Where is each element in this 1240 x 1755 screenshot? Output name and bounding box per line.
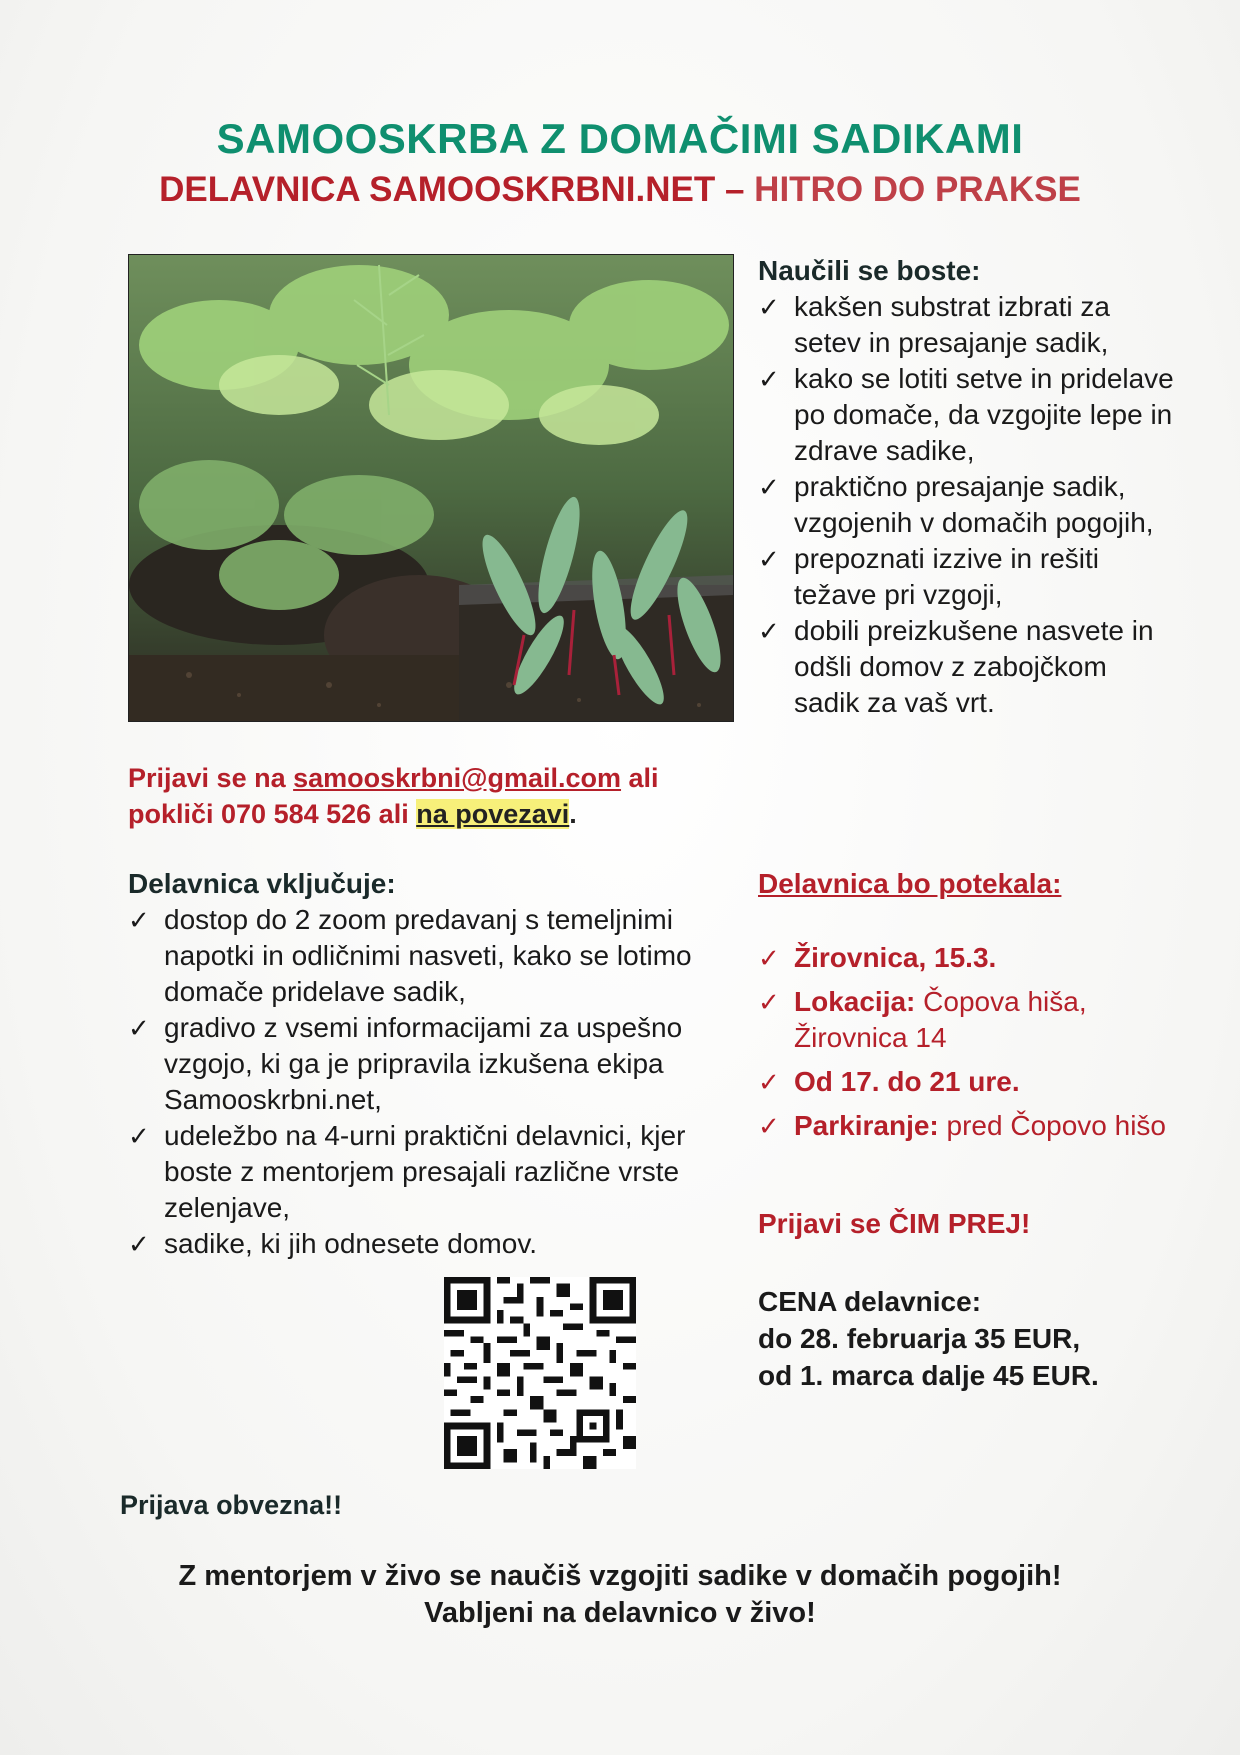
learn-heading: Naučili se boste: bbox=[758, 255, 981, 286]
event-time bbox=[758, 1064, 1198, 1100]
list-item-text: prepoznati izzive in rešiti težave pri vzgoji, bbox=[794, 543, 1100, 610]
list-item bbox=[128, 1226, 748, 1262]
parking-value: pred Čopovo hišo bbox=[938, 1110, 1167, 1141]
event-heading: Delavnica bo potekala: bbox=[758, 868, 1062, 899]
signup-prefix: Prijavi se na bbox=[128, 763, 294, 793]
check-icon: ✓ bbox=[758, 364, 780, 394]
registration-required: Prijava obvezna!! bbox=[120, 1490, 343, 1520]
event-section bbox=[758, 868, 1198, 1152]
list-item-text: praktično presajanje sadik, vzgojenih v domačih pogojih, bbox=[794, 471, 1154, 538]
seedlings-photo bbox=[128, 254, 734, 722]
list-item bbox=[128, 1118, 748, 1226]
includes-heading: Delavnica vključuje: bbox=[128, 868, 396, 899]
check-icon: ✓ bbox=[128, 905, 150, 935]
email-link[interactable]: samooskrbni@gmail.com bbox=[293, 763, 622, 793]
list-item bbox=[758, 289, 1178, 361]
signup-end: . bbox=[569, 799, 577, 829]
subtitle-dash: – bbox=[715, 170, 755, 209]
signup-info bbox=[128, 760, 748, 832]
list-item bbox=[758, 361, 1178, 469]
subtitle-main: DELAVNICA SAMOOSKRBNI.NET bbox=[159, 170, 716, 209]
check-icon: ✓ bbox=[128, 1121, 150, 1151]
price-heading: CENA delavnice: bbox=[758, 1286, 982, 1317]
learn-list bbox=[758, 289, 1178, 721]
list-item bbox=[128, 902, 748, 1010]
event-parking bbox=[758, 1108, 1198, 1144]
page-title: SAMOOSKRBA Z DOMAČIMI SADIKAMI bbox=[216, 115, 1024, 162]
event-location bbox=[758, 984, 1198, 1056]
list-item-text: gradivo z vsemi informacijami za uspešno vzgojo, ki ga je pripravila izkušena ekipa Samooskrbni.net, bbox=[164, 1012, 683, 1115]
list-item bbox=[758, 469, 1178, 541]
list-item-text: dostop do 2 zoom predavanj s temeljnimi napotki in odličnimi nasveti, kako se lotimo domače pridelave sadik, bbox=[164, 904, 692, 1007]
price-line-1: do 28. februarja 35 EUR, bbox=[758, 1323, 1081, 1354]
check-icon: ✓ bbox=[758, 544, 780, 574]
check-icon: ✓ bbox=[128, 1229, 150, 1259]
list-item-text: dobili preizkušene nasvete in odšli domov z zabojčkom sadik za vaš vrt. bbox=[794, 615, 1154, 718]
price-info bbox=[758, 1283, 1099, 1394]
list-item-text: udeležbo na 4-urni praktični delavnici, kjer boste z mentorjem presajali različne vrste zelenjave, bbox=[164, 1120, 686, 1223]
event-time-text: Od 17. do 21 ure. bbox=[794, 1066, 1020, 1097]
subtitle-rest: HITRO DO PRAKSE bbox=[754, 170, 1081, 209]
check-icon: ✓ bbox=[128, 1013, 150, 1043]
list-item bbox=[758, 613, 1178, 721]
includes-section bbox=[128, 868, 748, 1262]
learn-section bbox=[758, 255, 1178, 721]
event-list bbox=[758, 940, 1198, 1144]
list-item-text: sadike, ki jih odnesete domov. bbox=[164, 1228, 538, 1259]
footer-line-2: Vabljeni na delavnico v živo! bbox=[424, 1597, 816, 1629]
page-subtitle bbox=[0, 170, 1240, 210]
check-icon: ✓ bbox=[758, 1067, 780, 1097]
check-icon: ✓ bbox=[758, 616, 780, 646]
check-icon: ✓ bbox=[758, 987, 780, 1017]
price-line-2: od 1. marca dalje 45 EUR. bbox=[758, 1360, 1099, 1391]
event-date bbox=[758, 940, 1198, 976]
list-item bbox=[758, 541, 1178, 613]
check-icon: ✓ bbox=[758, 472, 780, 502]
signup-asap: Prijavi se ČIM PREJ! bbox=[758, 1208, 1031, 1239]
event-date-text: Žirovnica, 15.3. bbox=[794, 942, 997, 973]
includes-list bbox=[128, 902, 748, 1262]
parking-label: Parkiranje: bbox=[794, 1110, 939, 1141]
location-label: Lokacija: bbox=[794, 986, 916, 1017]
check-icon: ✓ bbox=[758, 292, 780, 322]
registration-link[interactable]: na povezavi bbox=[416, 799, 570, 829]
location-value: Čopova hiša, Žirovnica 14 bbox=[794, 986, 1087, 1053]
list-item-text: kako se lotiti setve in pridelave po domače, da vzgojite lepe in zdrave sadike, bbox=[794, 363, 1174, 466]
check-icon: ✓ bbox=[758, 1111, 780, 1141]
check-icon: ✓ bbox=[758, 943, 780, 973]
qr-code[interactable] bbox=[444, 1277, 636, 1469]
footer-line-1: Z mentorjem v živo se naučiš vzgojiti sadike v domačih pogojih! bbox=[178, 1560, 1062, 1592]
list-item-text: kakšen substrat izbrati za setev in presajanje sadik, bbox=[794, 291, 1110, 358]
list-item bbox=[128, 1010, 748, 1118]
signup-middle: ali pokliči 070 584 526 ali bbox=[128, 763, 659, 829]
footer-message bbox=[0, 1558, 1240, 1632]
